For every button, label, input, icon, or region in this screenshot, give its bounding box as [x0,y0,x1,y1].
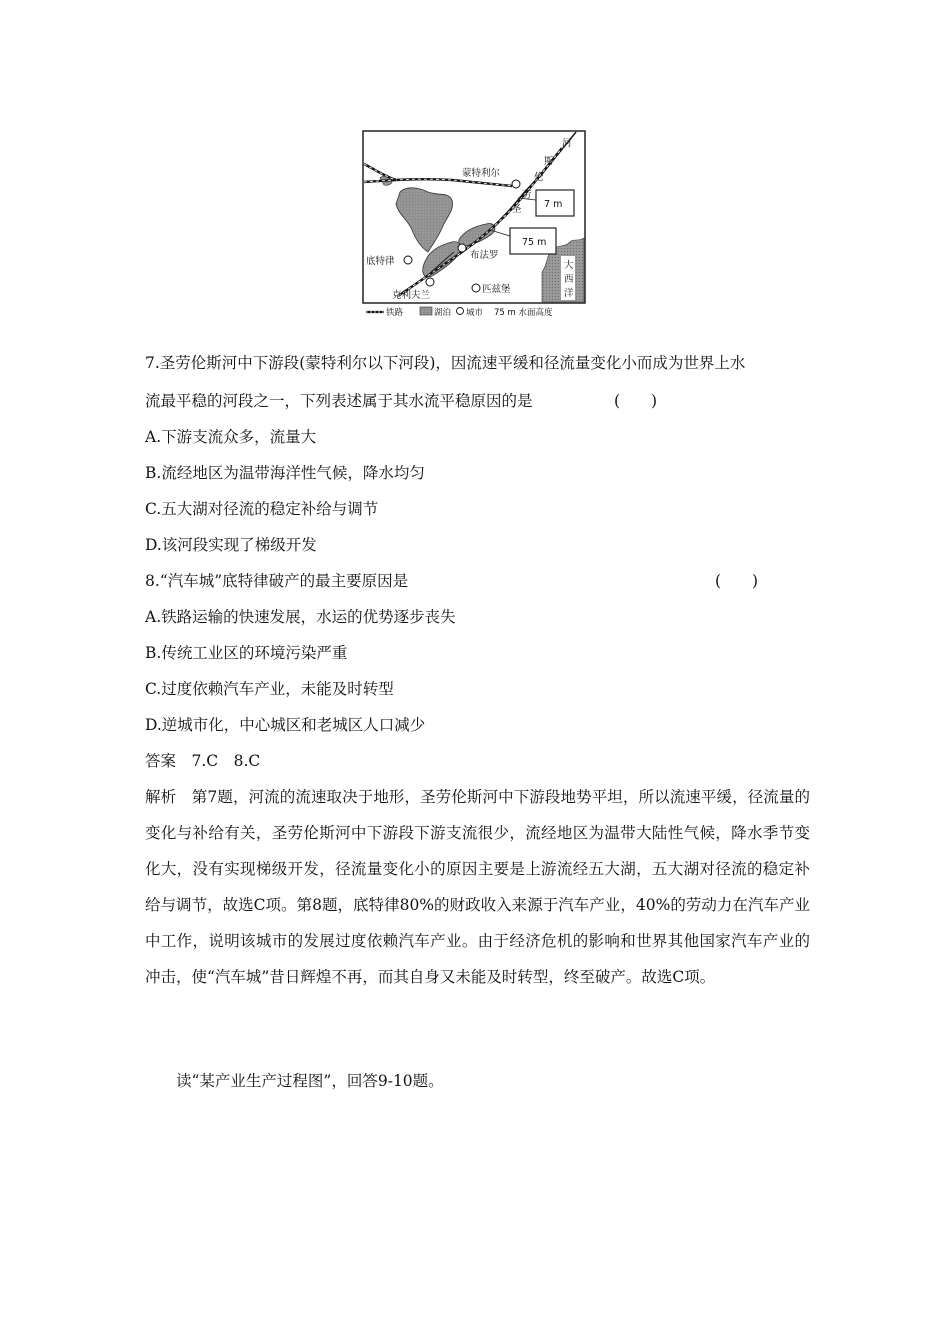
q8-option-b: B.传统工业区的环境污染严重 [145,644,348,662]
label-box-75m: 75 m [522,237,547,248]
q7-option-a: A.下游支流众多，流量大 [145,428,317,446]
label-box-7m: 7 m [544,199,563,210]
city-montreal [512,180,520,188]
q7-answer-paren: ( ) [614,392,658,410]
q8-line1: 8.“汽车城”底特律破产的最主要原因是 [145,572,409,590]
q7-option-c: C.五大湖对径流的稳定补给与调节 [145,500,379,518]
label-he: 河 [562,138,572,149]
q8-option-c: C.过度依赖汽车产业，未能及时转型 [145,680,394,698]
label-cleveland: 克利夫兰 [392,290,431,301]
q7-option-b: B.流经地区为温带海洋性气候，降水均匀 [145,464,425,482]
label-montreal: 蒙特利尔 [462,168,501,179]
label-xi: 西 [564,274,574,285]
city-cleveland [426,278,434,286]
city-pittsburgh [472,284,480,292]
legend-railway: 铁路 [386,308,404,318]
analysis-paragraph: 解析 第7题，河流的流速取决于地形，圣劳伦斯河中下游段地势平坦，所以流速平缓，径流量的变化与补给有关，圣劳伦斯河中下游段下游支流很少，流经地区为温带大陆性气候，降水季节变化大，没有实现梯级开发，径流量变化小的原因主要是上游流经五大湖，五大湖对径流的稳定补给与调节，故选C项。第8题，底特律80%的财政收入来源于汽车产业，40%的劳动力在汽车产业中工作，说明该城市的发展过度依赖汽车产业。由于经济危机的影响和世界其他国家汽车产业的冲击，使“汽车城”昔日辉煌不再，而其自身又未能及时转型，终至破产。故选C项。 [145,788,810,986]
q7-line1: 7.圣劳伦斯河中下游段(蒙特利尔以下河段)，因流速平缓和径流量变化小而成为世界上水 [145,354,746,372]
q7-option-d: D.该河段实现了梯级开发 [145,536,317,554]
city-buffalo [458,244,466,252]
label-lun: 伦 [534,172,544,183]
map-legend [366,307,553,318]
label-yang: 洋 [564,288,574,299]
legend-city: 城市 [466,308,484,318]
label-buffalo: 布法罗 [470,250,499,261]
label-pittsburgh: 匹兹堡 [482,284,511,295]
q8-option-a: A.铁路运输的快速发展，水运的优势逐步丧失 [145,608,456,626]
st-lawrence-map [362,130,590,320]
city-detroit [404,256,412,264]
label-detroit: 底特律 [366,256,395,267]
q8-option-d: D.逆城市化，中心城区和老城区人口减少 [145,716,426,734]
q7-line2: 流最平稳的河段之一，下列表述属于其水流平稳原因的是 [145,392,533,410]
label-sheng: 圣 [512,204,522,215]
label-lao: 劳 [522,190,532,201]
label-da: 大 [564,260,574,271]
q8-answer-paren: ( ) [715,572,759,590]
legend-lake: 湖泊 [434,308,452,318]
answer-line: 答案 7.C 8.C [145,752,261,770]
label-si: 斯 [544,156,554,167]
reading-prompt: 读“某产业生产过程图”，回答9-10题。 [176,1072,444,1090]
legend-water: 75 m 水面高度 [494,308,553,318]
